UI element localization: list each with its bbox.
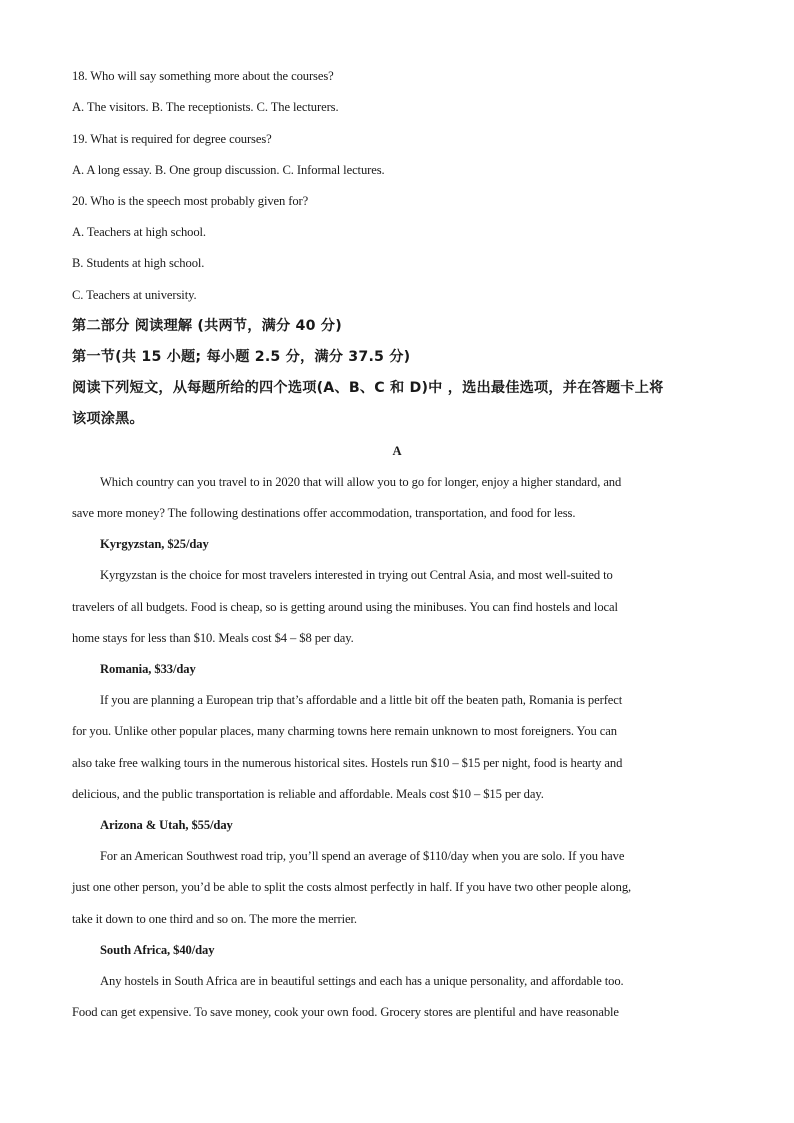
question-19-stem: 19. What is required for degree courses? <box>72 132 272 146</box>
south-africa-line-2: Food can get expensive. To save money, cook your own food. Grocery stores are plentiful and have reasonable <box>72 1005 619 1019</box>
romania-line-1: If you are planning a European trip that’s affordable and a little bit off the beaten path, Romania is perfect <box>100 693 623 707</box>
arizona-utah-line-2: just one other person, you’d be able to split the costs almost perfectly in half. If you have two other people along, <box>72 880 632 894</box>
romania-line-2: for you. Unlike other popular places, many charming towns here remain unknown to most foreigners. You can <box>72 724 617 738</box>
question-20-option-c: C. Teachers at university. <box>72 288 197 302</box>
section-subtitle: 第一节(共 15 小题; 每小题 2.5 分，满分 37.5 分) <box>72 349 411 365</box>
question-18-options: A. The visitors. B. The receptionists. C. The lecturers. <box>72 100 339 114</box>
destination-heading-romania: Romania, $33/day <box>100 662 196 676</box>
passage-label: A <box>392 444 402 458</box>
question-19-options: A. A long essay. B. One group discussion. C. Informal lectures. <box>72 163 385 177</box>
arizona-utah-line-1: For an American Southwest road trip, you’ll spend an average of $110/day when you are solo. If you have <box>100 849 625 863</box>
romania-line-3: also take free walking tours in the numerous historical sites. Hostels run $10 – $15 per night, food is hearty and <box>72 756 623 770</box>
part-title: 第二部分 阅读理解 (共两节，满分 40 分) <box>72 318 342 334</box>
question-20-option-a: A. Teachers at high school. <box>72 225 206 239</box>
question-18-stem: 18. Who will say something more about the courses? <box>72 69 334 83</box>
intro-line-2: save more money? The following destinations offer accommodation, transportation, and food for less. <box>72 506 576 520</box>
question-20-option-b: B. Students at high school. <box>72 256 205 270</box>
question-20-stem: 20. Who is the speech most probably given for? <box>72 194 309 208</box>
romania-line-4: delicious, and the public transportation is reliable and affordable. Meals cost $10 – $15 per day. <box>72 787 544 801</box>
kyrgyzstan-line-3: home stays for less than $10. Meals cost $4 – $8 per day. <box>72 631 354 645</box>
instruction-line-2: 该项涂黑。 <box>72 411 144 427</box>
kyrgyzstan-line-1: Kyrgyzstan is the choice for most travelers interested in trying out Central Asia, and most well-suited to <box>100 568 613 582</box>
destination-heading-arizona-utah: Arizona & Utah, $55/day <box>100 818 233 832</box>
kyrgyzstan-line-2: travelers of all budgets. Food is cheap, so is getting around using the minibuses. You can find hostels and local <box>72 600 618 614</box>
destination-heading-kyrgyzstan: Kyrgyzstan, $25/day <box>100 537 209 551</box>
south-africa-line-1: Any hostels in South Africa are in beautiful settings and each has a unique personality, and affordable too. <box>100 974 624 988</box>
destination-heading-south-africa: South Africa, $40/day <box>100 943 215 957</box>
intro-line-1: Which country can you travel to in 2020 that will allow you to go for longer, enjoy a higher standard, and <box>100 475 622 489</box>
instruction-line-1: 阅读下列短文，从每题所给的四个选项(A、B、C 和 D)中 ，选出最佳选项，并在答题卡上将 <box>72 380 664 396</box>
arizona-utah-line-3: take it down to one third and so on. The more the merrier. <box>72 912 357 926</box>
